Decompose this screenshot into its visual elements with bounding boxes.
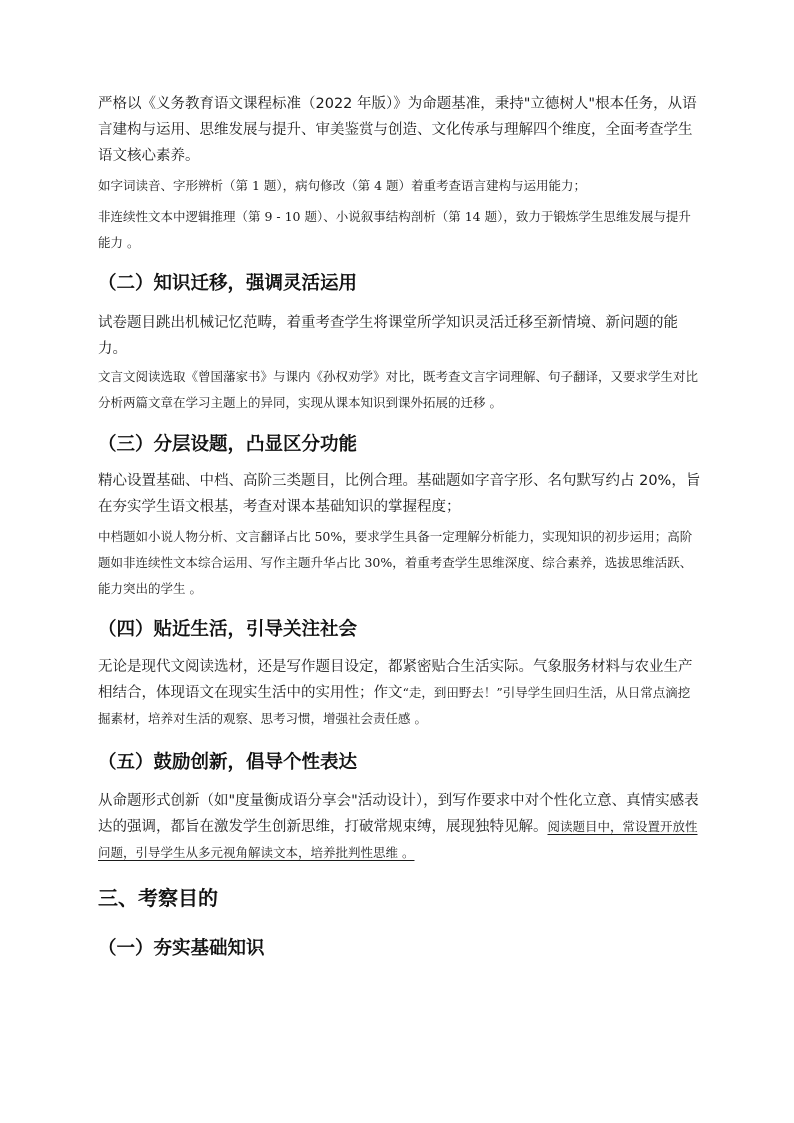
section-2-example: 文言文阅读选取《曾国藩家书》与课内《孙权劝学》对比，既考查文言字词理解、句子翻译，又要求学生对比分析两篇文章在学习主题上的异同，实现从课本知识到课外拓展的迁移 。 xyxy=(98,369,699,410)
section-3-paragraph: 精心设置基础、中档、高阶三类题目，比例合理。基础题如字音字形、名句默写约占 20%，旨在夯实学生语文根基，考查对课本基础知识的掌握程度； xyxy=(98,473,701,515)
section-3-heading: （三）分层设题，凸显区分功能 xyxy=(98,434,358,455)
section-5-text: 从命题形式创新（如"度量衡成语分享会"活动设计），到写作要求中对个性化立意、真情实感表达的强调，都旨在激发学生创新思维，打破常规束缚，展现独特见解。 xyxy=(98,793,699,835)
section-2-heading: （二）知识迁移，强调灵活运用 xyxy=(98,273,358,294)
section-5-underlined-text: 阅读题目中，常设置开放性问题，引导学生从多元视角解读文本，培养批判性思维 。 xyxy=(98,819,698,860)
section-4-essay-text: “走，到田野去！”引导学生回归生活，从日常点滴挖掘素材，培养对生活的观察、思考习惯，增强社会责任感 。 xyxy=(98,685,691,726)
part-3-heading: 三、考察目的 xyxy=(98,886,218,910)
section-3-example: 中档题如小说人物分析、文言翻译占比 50%，要求学生具备一定理解分析能力，实现知识的初步运用；高阶题如非连续性文本综合运用、写作主题升华占比 30%，着重考查学生思维深度、综合素养，选拔思维活跃、能力突出的学生 。 xyxy=(98,529,693,596)
section-4-heading: （四）贴近生活，引导关注社会 xyxy=(98,619,358,640)
intro-paragraph: 严格以《义务教育语文课程标准（2022 年版）》为命题基准，秉持"立德树人"根本任务，从语言建构与运用、思维发展与提升、审美鉴赏与创造、文化传承与理解四个维度，全面考查学生语文核心素养。 xyxy=(98,96,697,164)
section-4-paragraph xyxy=(98,654,702,732)
part-3-sub-heading: （一）夯实基础知识 xyxy=(98,938,265,959)
section-4-text: 无论是现代文阅读选材，还是写作题目设定，都紧密贴合生活实际。气象服务材料与农业生产相结合，体现语文在现实生活中的实用性；作文 xyxy=(98,659,693,701)
intro-example-2: 非连续性文本中逻辑推理（第 9 - 10 题）、小说叙事结构剖析（第 14 题），致力于锻炼学生思维发展与提升能力 。 xyxy=(98,209,691,250)
section-2-paragraph: 试卷题目跳出机械记忆范畴，着重考查学生将课堂所学知识灵活迁移至新情境、新问题的能力。 xyxy=(98,315,678,357)
intro-example-1: 如字词读音、字形辨析（第 1 题），病句修改（第 4 题）着重考查语言建构与运用能力； xyxy=(98,178,587,193)
section-5-paragraph xyxy=(98,788,702,866)
section-5-heading: （五）鼓励创新，倡导个性表达 xyxy=(98,752,358,773)
